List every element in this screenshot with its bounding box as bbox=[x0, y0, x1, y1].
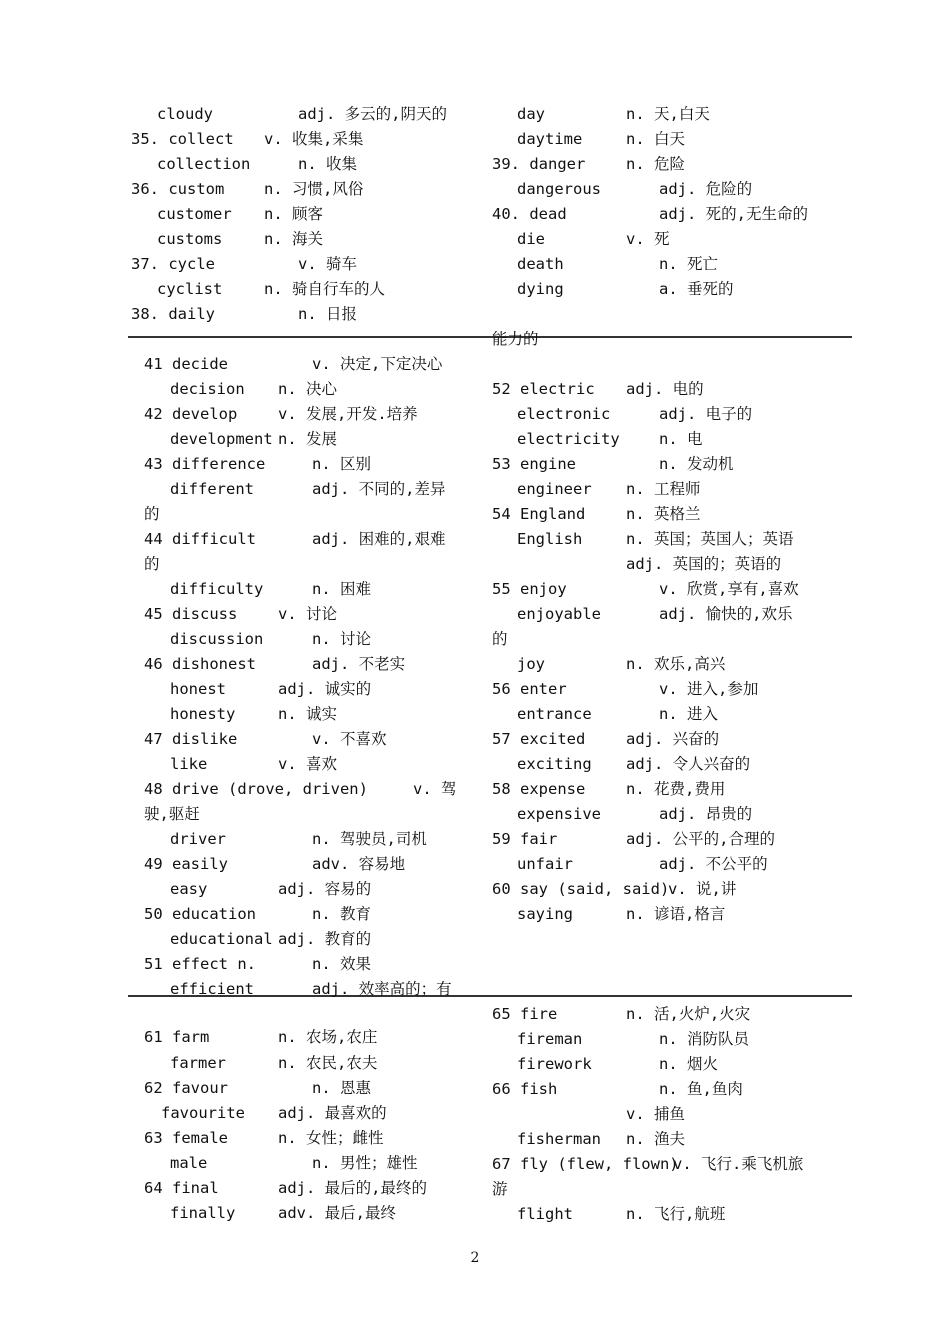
vocab-text: n. 讨论 bbox=[312, 630, 371, 648]
vocab-text: 43 difference bbox=[144, 455, 266, 473]
vocab-text: a. 垂死的 bbox=[659, 280, 734, 298]
vocab-text: 49 easily bbox=[144, 855, 228, 873]
page-number: 2 bbox=[470, 1250, 480, 1266]
vocab-text: n. 习惯,风俗 bbox=[264, 180, 364, 198]
vocab-text: 38. daily bbox=[131, 305, 215, 323]
section-divider bbox=[128, 336, 852, 338]
vocab-text: unfair bbox=[517, 855, 573, 873]
vocab-text: 67 fly (flew, flown) bbox=[492, 1155, 679, 1173]
vocab-text: v. 收集,采集 bbox=[264, 130, 364, 148]
vocab-text: n. 区别 bbox=[312, 455, 371, 473]
vocab-text: adj. 最后的,最终的 bbox=[278, 1179, 427, 1197]
vocab-text: n. 日报 bbox=[298, 305, 357, 323]
vocab-text: collection bbox=[157, 155, 251, 173]
vocab-text: adj. 电子的 bbox=[659, 405, 753, 423]
vocab-text: 53 engine bbox=[492, 455, 576, 473]
vocab-text: discussion bbox=[170, 630, 264, 648]
vocab-text: n. 死亡 bbox=[659, 255, 718, 273]
vocab-text: n. 鱼,鱼肉 bbox=[659, 1080, 743, 1098]
vocab-text: n. 英国；英国人；英语 bbox=[626, 530, 794, 548]
vocab-text: like bbox=[170, 755, 208, 773]
vocab-text: dangerous bbox=[517, 180, 601, 198]
vocab-text: n. 烟火 bbox=[659, 1055, 718, 1073]
vocab-text: 37. cycle bbox=[131, 255, 215, 273]
vocab-text: n. 男性；雄性 bbox=[312, 1154, 418, 1172]
vocab-text: 65 fire bbox=[492, 1005, 558, 1023]
vocab-text: educational bbox=[170, 930, 273, 948]
vocab-text: fireman bbox=[517, 1030, 583, 1048]
vocab-text: n. 驾驶员,司机 bbox=[312, 830, 427, 848]
vocab-text: adj. 效率高的；有 bbox=[312, 980, 452, 998]
vocab-text: cloudy bbox=[157, 105, 213, 123]
vocab-text: n. 决心 bbox=[278, 380, 337, 398]
vocab-text: v. 喜欢 bbox=[278, 755, 337, 773]
vocab-text: male bbox=[170, 1154, 208, 1172]
vocab-text: adj. 公平的,合理的 bbox=[626, 830, 775, 848]
vocab-text: enjoyable bbox=[517, 605, 601, 623]
vocab-text: finally bbox=[170, 1204, 236, 1222]
vocab-text: die bbox=[517, 230, 545, 248]
vocab-text: 58 expense bbox=[492, 780, 586, 798]
vocab-text: n. 发展 bbox=[278, 430, 337, 448]
vocab-text: adj. 多云的,阴天的 bbox=[298, 105, 447, 123]
vocab-text: n. 骑自行车的人 bbox=[264, 280, 385, 298]
vocab-text: n. 发动机 bbox=[659, 455, 734, 473]
vocab-text: v. 讨论 bbox=[278, 605, 337, 623]
vocab-text: 66 fish bbox=[492, 1080, 558, 1098]
vocab-text: 54 England bbox=[492, 505, 586, 523]
vocab-text: n. 飞行,航班 bbox=[626, 1205, 726, 1223]
vocab-text: joy bbox=[517, 655, 545, 673]
vocab-text: n. 收集 bbox=[298, 155, 357, 173]
vocab-text: 驶,驱赶 bbox=[144, 805, 200, 823]
vocab-text: expensive bbox=[517, 805, 601, 823]
vocab-text: fisherman bbox=[517, 1130, 601, 1148]
vocab-text: n. 工程师 bbox=[626, 480, 701, 498]
vocab-text: customs bbox=[157, 230, 223, 248]
vocab-text: n. 教育 bbox=[312, 905, 371, 923]
vocab-text: n. 渔夫 bbox=[626, 1130, 685, 1148]
vocab-text: 64 final bbox=[144, 1179, 219, 1197]
vocab-text: v. 进入,参加 bbox=[659, 680, 759, 698]
vocab-text: 50 education bbox=[144, 905, 256, 923]
vocab-text: n. 困难 bbox=[312, 580, 371, 598]
vocab-text: 的 bbox=[144, 555, 160, 573]
vocab-text: 63 female bbox=[144, 1129, 228, 1147]
vocab-text: 60 say (said, said) bbox=[492, 880, 670, 898]
vocab-text: n. 活,火炉,火灾 bbox=[626, 1005, 751, 1023]
vocab-text: adj. 最喜欢的 bbox=[278, 1104, 387, 1122]
vocab-text: v. 说,讲 bbox=[668, 880, 737, 898]
vocab-text: 的 bbox=[492, 630, 508, 648]
vocab-text: 44 difficult bbox=[144, 530, 256, 548]
vocab-text: n. 海关 bbox=[264, 230, 323, 248]
vocab-text: electricity bbox=[517, 430, 620, 448]
vocab-text: death bbox=[517, 255, 564, 273]
vocab-text: adv. 容易地 bbox=[312, 855, 406, 873]
vocab-text: 61 farm bbox=[144, 1028, 210, 1046]
vocab-text: 39. danger bbox=[492, 155, 586, 173]
vocab-text: n. 谚语,格言 bbox=[626, 905, 726, 923]
vocab-text: adj. 困难的,艰难 bbox=[312, 530, 446, 548]
vocab-text: v. 死 bbox=[626, 230, 670, 248]
vocab-text: 游 bbox=[492, 1180, 508, 1198]
vocab-text: 41 decide bbox=[144, 355, 228, 373]
vocab-text: adv. 最后,最终 bbox=[278, 1204, 396, 1222]
vocab-text: n. 农场,农庄 bbox=[278, 1028, 378, 1046]
vocab-text: n. 危险 bbox=[626, 155, 685, 173]
vocab-text: 45 discuss bbox=[144, 605, 238, 623]
vocab-text: 46 dishonest bbox=[144, 655, 256, 673]
vocab-text: adj. 教育的 bbox=[278, 930, 372, 948]
vocab-text: n. 诚实 bbox=[278, 705, 337, 723]
vocab-text: adj. 电的 bbox=[626, 380, 704, 398]
vocab-text: n. 效果 bbox=[312, 955, 371, 973]
vocab-text: 57 excited bbox=[492, 730, 586, 748]
vocab-text: adj. 死的,无生命的 bbox=[659, 205, 808, 223]
vocab-text: adj. 诚实的 bbox=[278, 680, 372, 698]
vocab-text: 35. collect bbox=[131, 130, 234, 148]
vocab-text: English bbox=[517, 530, 583, 548]
vocab-text: daytime bbox=[517, 130, 583, 148]
vocab-text: v. 捕鱼 bbox=[626, 1105, 685, 1123]
vocab-text: 51 effect n. bbox=[144, 955, 256, 973]
vocab-text: 能力的 bbox=[492, 330, 539, 348]
vocab-text: adj. 英国的；英语的 bbox=[626, 555, 782, 573]
vocab-text: 48 drive (drove, driven) bbox=[144, 780, 368, 798]
vocab-text: dying bbox=[517, 280, 564, 298]
vocab-text: day bbox=[517, 105, 545, 123]
vocab-text: honest bbox=[170, 680, 226, 698]
vocab-text: v. 发展,开发.培养 bbox=[278, 405, 418, 423]
vocab-text: n. 恩惠 bbox=[312, 1079, 371, 1097]
vocab-text: n. 欢乐,高兴 bbox=[626, 655, 726, 673]
vocab-text: adj. 不同的,差异 bbox=[312, 480, 446, 498]
vocab-text: 56 enter bbox=[492, 680, 567, 698]
vocab-text: n. 花费,费用 bbox=[626, 780, 726, 798]
vocab-text: development bbox=[170, 430, 273, 448]
vocab-text: firework bbox=[517, 1055, 592, 1073]
vocab-text: adj. 昂贵的 bbox=[659, 805, 753, 823]
vocab-text: v. 骑车 bbox=[298, 255, 357, 273]
vocab-text: n. 女性；雌性 bbox=[278, 1129, 384, 1147]
vocab-text: flight bbox=[517, 1205, 573, 1223]
vocab-text: engineer bbox=[517, 480, 592, 498]
vocab-text: efficient bbox=[170, 980, 254, 998]
vocab-text: v. 欣赏,享有,喜欢 bbox=[659, 580, 799, 598]
vocab-text: n. 天,白天 bbox=[626, 105, 710, 123]
vocab-text: adj. 容易的 bbox=[278, 880, 372, 898]
vocab-text: 36. custom bbox=[131, 180, 225, 198]
vocab-text: exciting bbox=[517, 755, 592, 773]
vocab-text: 42 develop bbox=[144, 405, 238, 423]
vocab-text: adj. 愉快的,欢乐 bbox=[659, 605, 793, 623]
vocab-text: n. 白天 bbox=[626, 130, 685, 148]
vocab-text: honesty bbox=[170, 705, 236, 723]
vocab-text: 47 dislike bbox=[144, 730, 238, 748]
vocab-text: customer bbox=[157, 205, 232, 223]
vocab-text: n. 电 bbox=[659, 430, 703, 448]
vocab-text: adj. 兴奋的 bbox=[626, 730, 720, 748]
vocab-text: adj. 危险的 bbox=[659, 180, 753, 198]
vocab-text: difficulty bbox=[170, 580, 264, 598]
vocab-text: n. 顾客 bbox=[264, 205, 323, 223]
vocab-text: n. 消防队员 bbox=[659, 1030, 749, 1048]
vocab-text: v. 驾 bbox=[413, 780, 457, 798]
vocab-text: 的 bbox=[144, 505, 160, 523]
vocab-text: decision bbox=[170, 380, 245, 398]
vocab-text: farmer bbox=[170, 1054, 226, 1072]
vocab-text: 52 electric bbox=[492, 380, 595, 398]
vocab-text: adj. 不公平的 bbox=[659, 855, 768, 873]
vocab-text: 40. dead bbox=[492, 205, 567, 223]
vocab-text: v. 不喜欢 bbox=[312, 730, 387, 748]
vocab-text: adj. 不老实 bbox=[312, 655, 406, 673]
vocab-text: adj. 令人兴奋的 bbox=[626, 755, 751, 773]
vocab-text: favourite bbox=[161, 1104, 245, 1122]
vocab-text: entrance bbox=[517, 705, 592, 723]
vocab-text: n. 农民,农夫 bbox=[278, 1054, 378, 1072]
vocab-text: 62 favour bbox=[144, 1079, 228, 1097]
vocab-text: v. 飞行.乘飞机旅 bbox=[673, 1155, 804, 1173]
vocab-text: 55 enjoy bbox=[492, 580, 567, 598]
vocab-text: cyclist bbox=[157, 280, 223, 298]
vocab-text: driver bbox=[170, 830, 226, 848]
vocab-text: n. 英格兰 bbox=[626, 505, 701, 523]
vocab-text: saying bbox=[517, 905, 573, 923]
vocab-text: different bbox=[170, 480, 254, 498]
vocab-text: electronic bbox=[517, 405, 611, 423]
vocab-text: v. 决定,下定决心 bbox=[312, 355, 443, 373]
vocab-text: n. 进入 bbox=[659, 705, 718, 723]
vocab-text: 59 fair bbox=[492, 830, 558, 848]
vocab-text: easy bbox=[170, 880, 208, 898]
